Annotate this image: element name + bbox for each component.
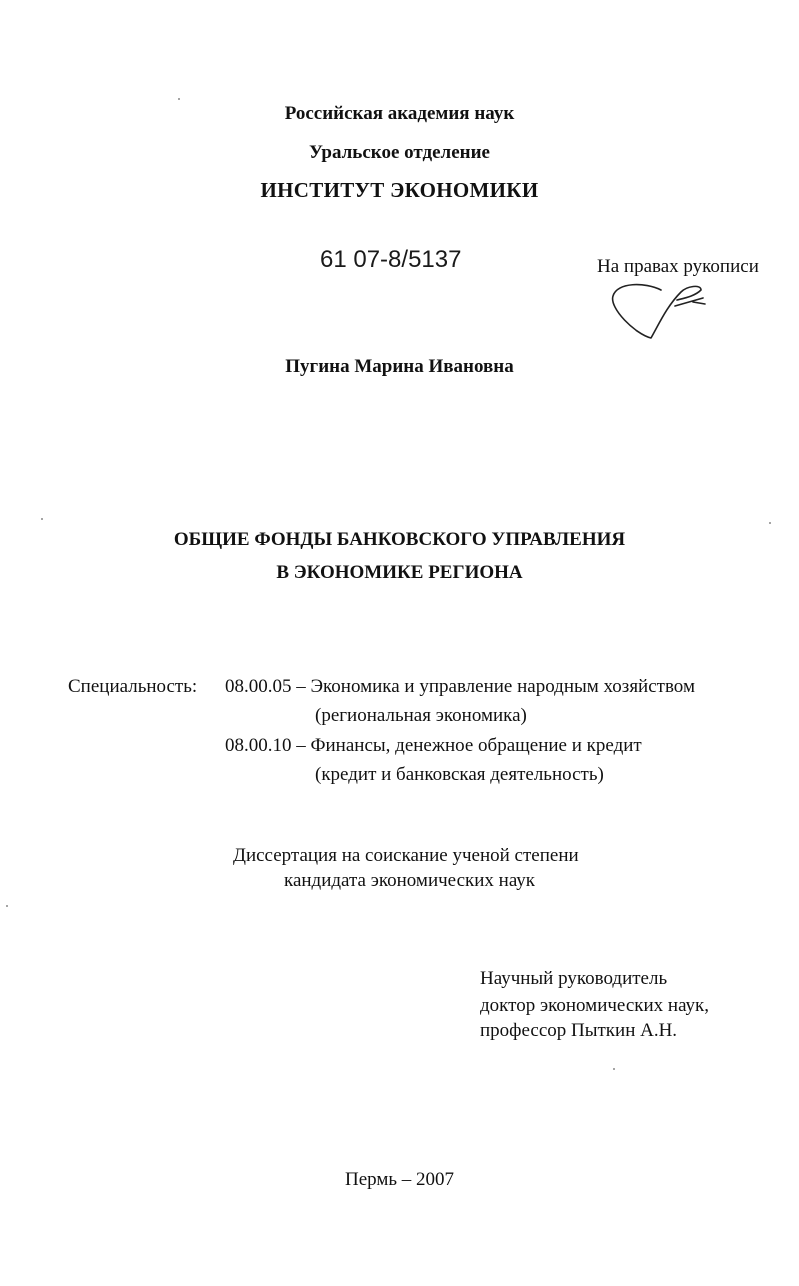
author-name: Пугина Марина Ивановна [285, 356, 514, 377]
specialty-label: Специальность: [68, 676, 198, 697]
dissertation-degree-line1: Диссертация на соискание ученой степени [233, 845, 579, 866]
scan-speck [178, 98, 180, 100]
supervisor-title: Научный руководитель [480, 968, 668, 989]
specialty-item-2-detail: (кредит и банковская деятельность) [315, 764, 604, 785]
dissertation-title-line2: В ЭКОНОМИКЕ РЕГИОНА [276, 562, 523, 583]
manuscript-note: На правах рукописи [597, 256, 759, 277]
specialty-item-1: 08.00.05 – Экономика и управление народным хозяйством [225, 676, 695, 697]
dissertation-title-line1: ОБЩИЕ ФОНДЫ БАНКОВСКОГО УПРАВЛЕНИЯ [173, 529, 626, 550]
supervisor-name: профессор Пыткин А.Н. [480, 1020, 678, 1041]
scan-speck [41, 518, 43, 520]
scan-speck [613, 1068, 615, 1070]
archive-stamp-number: 61 07-8/5137 [320, 246, 462, 273]
branch-name: Уральское отделение [309, 142, 490, 163]
signature [605, 278, 715, 348]
scan-speck [769, 522, 771, 524]
city-year: Пермь – 2007 [344, 1169, 455, 1190]
supervisor-degree: доктор экономических наук, [480, 995, 710, 1016]
academy-name: Российская академия наук [284, 103, 515, 124]
institute-name: ИНСТИТУТ ЭКОНОМИКИ [260, 178, 539, 202]
specialty-item-2: 08.00.10 – Финансы, денежное обращение и кредит [225, 735, 642, 756]
scan-speck [6, 905, 8, 907]
specialty-item-1-detail: (региональная экономика) [315, 705, 527, 726]
dissertation-degree-line2: кандидата экономических наук [284, 870, 536, 891]
